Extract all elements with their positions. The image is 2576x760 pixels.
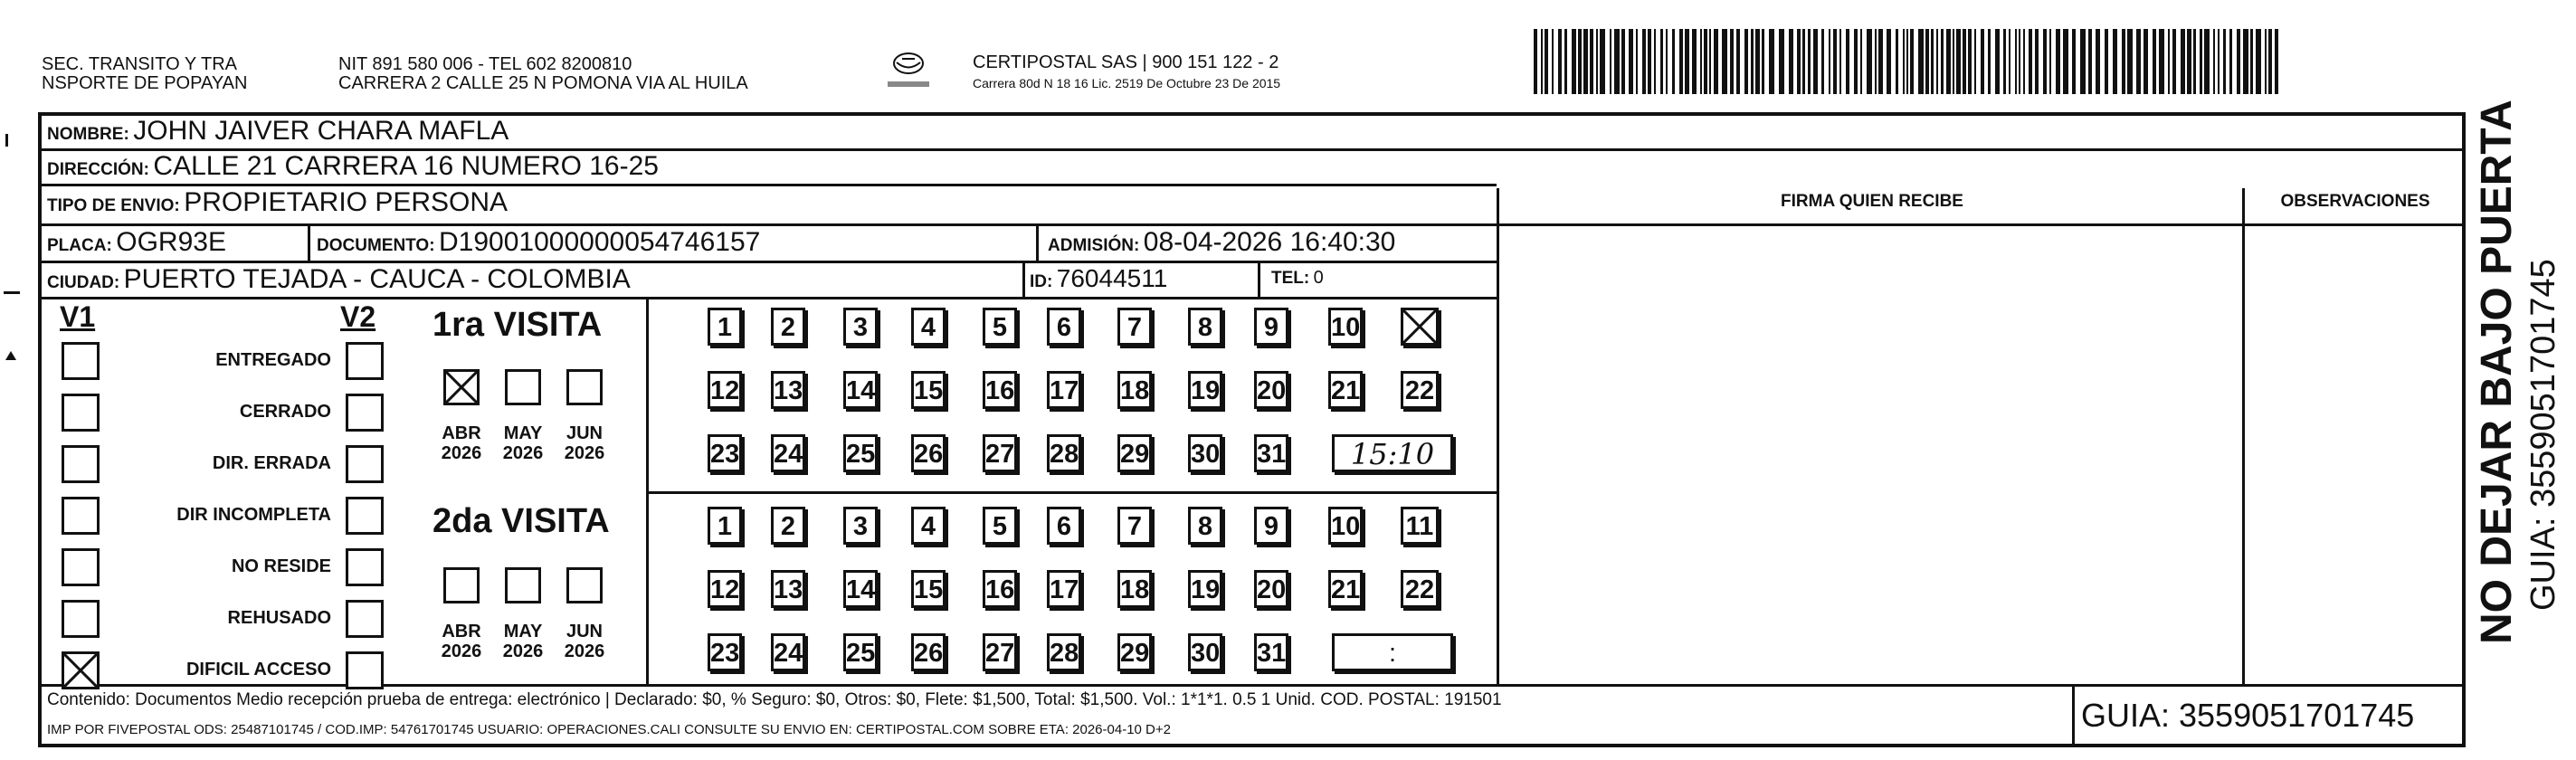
visit1-day-28[interactable]: 28 [1047,434,1081,472]
sender-line-1: SEC. TRANSITO Y TRA [42,54,237,74]
tel-value: 0 [1313,268,1324,288]
v1-checkbox-entregado[interactable] [62,342,100,380]
visit2-day-29[interactable]: 29 [1117,633,1152,671]
visit1-day-13[interactable]: 13 [771,371,805,409]
nit-line: NIT 891 580 006 - TEL 602 8200810 [338,54,632,74]
placa-field [47,227,226,258]
visit1-title: 1ra VISITA [433,306,603,344]
visit1-day-7[interactable]: 7 [1117,308,1152,346]
reason-label: DIFICIL ACCESO [185,660,331,679]
visit1-time-box[interactable]: 15:10 [1332,434,1453,472]
direccion-value: CALLE 21 CARRERA 16 NUMERO 16-25 [153,151,659,181]
v1-checkbox-no-reside[interactable] [62,548,100,586]
visit2-month-abr[interactable] [443,567,480,603]
visit1-day-23[interactable]: 23 [708,434,742,472]
visit1-day-17[interactable]: 17 [1047,371,1081,409]
reason-label: DIR. ERRADA [212,453,331,473]
visit2-month-jun[interactable] [566,567,603,603]
v2-checkbox-dir-incompleta[interactable] [346,497,384,535]
visit1-day-24[interactable]: 24 [771,434,805,472]
visit2-title: 2da VISITA [433,502,610,540]
visit2-day-13[interactable]: 13 [771,570,805,608]
visit2-month-label: MAY 2026 [502,622,544,661]
firma-label: FIRMA QUIEN RECIBE [1781,192,1963,211]
reason-label: DIR INCOMPLETA [176,505,331,525]
reason-label: REHUSADO [227,608,331,628]
visit1-day-2[interactable]: 2 [771,308,805,346]
visit1-day-9[interactable]: 9 [1254,308,1288,346]
tipo-envio-value: PROPIETARIO PERSONA [184,187,509,217]
visit1-day-18[interactable]: 18 [1117,371,1152,409]
documento-label: DOCUMENTO: [317,236,435,255]
visit1-day-31[interactable]: 31 [1254,434,1288,472]
v2-checkbox-dir-errada[interactable] [346,445,384,483]
visit1-month-label: MAY 2026 [502,423,544,463]
visit2-day-30[interactable]: 30 [1188,633,1222,671]
visit1-day-22[interactable]: 22 [1401,371,1439,409]
visit2-day-27[interactable]: 27 [983,633,1017,671]
reason-label: ENTREGADO [215,350,331,370]
visit1-day-15[interactable]: 15 [911,371,946,409]
reason-label: CERRADO [239,402,331,422]
visit1-day-12[interactable]: 12 [708,371,742,409]
margin-mark [4,291,20,294]
visit2-day-16[interactable]: 16 [983,570,1017,608]
visit1-day-26[interactable]: 26 [911,434,946,472]
v1-checkbox-dir-incompleta[interactable] [62,497,100,535]
admision-label: ADMISIÓN: [1048,236,1140,255]
nombre-label: NOMBRE: [47,125,129,144]
barcode-icon [1534,29,2285,94]
visit1-day-14[interactable]: 14 [843,371,878,409]
margin-mark [5,134,8,147]
visit1-day-3[interactable]: 3 [843,308,878,346]
tel-field [1271,268,1324,289]
visit1-day-5[interactable]: 5 [983,308,1017,346]
visit1-day-29[interactable]: 29 [1117,434,1152,472]
footer-line-1: Contenido: Documentos Medio recepción prueba de entrega: electrónico | Declarado: $0, % Seguro: $0, Otros: $0, Flete: $1,500, Total: $1,500. Vol.: 1*1*1. 0.5 1 Unid. COD. POSTAL: 191501 [47,690,1502,709]
visit1-month-jun[interactable] [566,369,603,405]
visit2-day-21[interactable]: 21 [1328,570,1363,608]
v1-checkbox-rehusado[interactable] [62,600,100,638]
visit2-day-15[interactable]: 15 [911,570,946,608]
v2-checkbox-cerrado[interactable] [346,394,384,432]
tipo-envio-label: TIPO DE ENVIO: [47,196,180,215]
visit2-month-may[interactable] [505,567,541,603]
address-line: CARRERA 2 CALLE 25 N POMONA VIA AL HUILA [338,73,748,93]
placa-value: OGR93E [116,227,226,257]
visit2-day-17[interactable]: 17 [1047,570,1081,608]
visit2-day-14[interactable]: 14 [843,570,878,608]
reason-label: NO RESIDE [231,556,331,576]
visit2-day-5[interactable]: 5 [983,507,1017,545]
side-guia: GUIA: 3559051701745 [2524,259,2562,611]
company-line-1: CERTIPOSTAL SAS | 900 151 122 - 2 [973,52,1279,72]
visit1-day-27[interactable]: 27 [983,434,1017,472]
margin-arrow-icon [5,351,16,360]
visit2-day-6[interactable]: 6 [1047,507,1081,545]
ciudad-field [47,264,631,295]
visit2-day-18[interactable]: 18 [1117,570,1152,608]
v1-label: V1 [60,300,96,333]
v2-checkbox-dificil-acceso[interactable] [346,651,384,689]
visit2-day-20[interactable]: 20 [1254,570,1288,608]
visit2-day-31[interactable]: 31 [1254,633,1288,671]
visit1-month-label: JUN 2026 [564,423,605,463]
visit2-day-11[interactable]: 11 [1401,507,1439,545]
admision-field [1048,227,1395,258]
visit2-time-box[interactable]: : [1332,633,1453,671]
v1-checkbox-cerrado[interactable] [62,394,100,432]
no-dejar-warning: NO DEJAR BAJO PUERTA [2473,100,2521,644]
ciudad-value: PUERTO TEJADA - CAUCA - COLOMBIA [123,264,631,294]
visit1-day-1[interactable]: 1 [708,308,742,346]
documento-field [317,227,760,258]
visit2-day-4[interactable]: 4 [911,507,946,545]
visit1-day-20[interactable]: 20 [1254,371,1288,409]
visit2-day-28[interactable]: 28 [1047,633,1081,671]
visit1-day-11[interactable] [1401,308,1439,346]
visit2-day-9[interactable]: 9 [1254,507,1288,545]
id-value: 76044511 [1056,264,1168,292]
v2-checkbox-entregado[interactable] [346,342,384,380]
v1-checkbox-dir-errada[interactable] [62,445,100,483]
direccion-label: DIRECCIÓN: [47,160,149,179]
barcode [1534,29,2285,94]
logo-emblem-icon [882,45,935,92]
visit2-day-2[interactable]: 2 [771,507,805,545]
visit2-day-3[interactable]: 3 [843,507,878,545]
id-field [1030,264,1167,293]
v2-checkbox-rehusado[interactable] [346,600,384,638]
visit2-day-19[interactable]: 19 [1188,570,1222,608]
placa-label: PLACA: [47,236,112,255]
visit2-day-26[interactable]: 26 [911,633,946,671]
admision-value: 08-04-2026 16:40:30 [1143,227,1396,257]
visit2-month-label: JUN 2026 [564,622,605,661]
visit1-day-10[interactable]: 10 [1328,308,1363,346]
visit1-day-8[interactable]: 8 [1188,308,1222,346]
visit1-month-label: ABR 2026 [441,423,482,463]
footer-line-2: IMP POR FIVEPOSTAL ODS: 25487101745 / COD.IMP: 54761701745 USUARIO: OPERACIONES.CALI CONSULTE SU ENVIO EN: CERTIPOSTAL.COM SOBRE ETA: 2026-04-10 D+2 [47,722,1171,737]
footer-guia: GUIA: 3559051701745 [2081,697,2415,734]
visit2-day-25[interactable]: 25 [843,633,878,671]
visit2-day-7[interactable]: 7 [1117,507,1152,545]
v2-checkbox-no-reside[interactable] [346,548,384,586]
visit2-day-1[interactable]: 1 [708,507,742,545]
visit2-month-label: ABR 2026 [441,622,482,661]
tel-label: TEL: [1271,269,1310,288]
visit1-month-may[interactable] [505,369,541,405]
sender-line-2: NSPORTE DE POPAYAN [42,73,248,93]
visit1-day-30[interactable]: 30 [1188,434,1222,472]
visit2-day-12[interactable]: 12 [708,570,742,608]
observaciones-label: OBSERVACIONES [2280,192,2430,211]
v1-checkbox-dificil-acceso[interactable] [62,651,100,689]
visit2-day-22[interactable]: 22 [1401,570,1439,608]
visit1-day-6[interactable]: 6 [1047,308,1081,346]
visit1-day-16[interactable]: 16 [983,371,1017,409]
company-line-2: Carrera 80d N 18 16 Lic. 2519 De Octubre 23 De 2015 [973,76,1281,90]
certipostal-logo [882,45,935,92]
visit1-day-21[interactable]: 21 [1328,371,1363,409]
visit2-day-8[interactable]: 8 [1188,507,1222,545]
id-label: ID: [1030,272,1053,291]
ciudad-label: CIUDAD: [47,273,120,292]
visit1-day-19[interactable]: 19 [1188,371,1222,409]
documento-value: D19001000000054746157 [439,227,761,257]
visit2-day-10[interactable]: 10 [1328,507,1363,545]
direccion-field [47,151,659,182]
visit1-day-25[interactable]: 25 [843,434,878,472]
visit1-day-4[interactable]: 4 [911,308,946,346]
tipo-envio-field [47,187,508,218]
nombre-field [47,116,509,147]
nombre-value: JOHN JAIVER CHARA MAFLA [133,116,509,146]
visit2-day-24[interactable]: 24 [771,633,805,671]
v2-label: V2 [340,300,376,333]
visit2-day-23[interactable]: 23 [708,633,742,671]
visit1-month-abr[interactable] [443,369,480,405]
